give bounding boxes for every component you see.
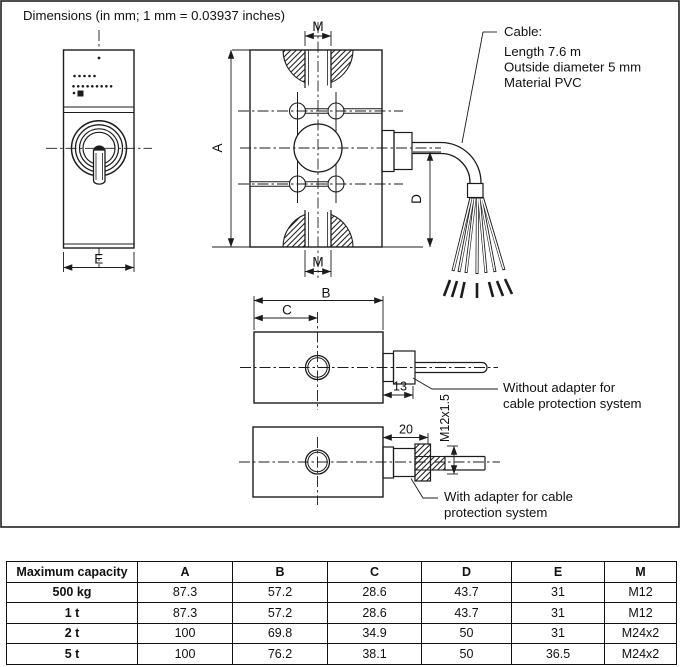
value-cell: 31 (512, 582, 605, 603)
value-cell: 31 (512, 603, 605, 624)
value-cell: 76.2 (233, 644, 328, 665)
drawing-title: Dimensions (in mm; 1 mm = 0.03937 inches) (23, 8, 286, 23)
without-adapter-label-1: Without adapter for (503, 380, 616, 395)
table-row (7, 644, 677, 665)
value-cell: 57.2 (233, 582, 328, 603)
dim-e-label: E (94, 251, 104, 267)
value-cell: 31 (512, 623, 605, 644)
adapter-section (415, 444, 445, 481)
header-m: M (605, 562, 677, 583)
header-maximum-capacity: Maximum capacity (7, 562, 138, 583)
cable-note-length: Length 7.6 m (504, 44, 581, 59)
dimensions-table (6, 561, 677, 665)
table-row (7, 582, 677, 603)
value-cell: 28.6 (328, 603, 422, 624)
without-adapter-leader (413, 378, 498, 389)
gland-collar (382, 131, 394, 172)
value-cell: 43.7 (422, 603, 512, 624)
capacity-cell: 2 t (7, 623, 138, 644)
header-e: E (512, 562, 605, 583)
wire-ends (444, 279, 512, 298)
dim-b-label: B (321, 285, 331, 301)
value-cell: 36.5 (512, 644, 605, 665)
value-cell: 100 (138, 644, 233, 665)
value-cell: M24x2 (605, 623, 677, 644)
dim-d-label: D (409, 194, 424, 204)
top-view-without-adapter (240, 286, 498, 411)
cable-note-diameter: Outside diameter 5 mm (504, 59, 642, 75)
value-cell: 28.6 (328, 582, 422, 603)
capacity-cell: 1 t (7, 603, 138, 624)
dim-m-top-label: M (312, 19, 324, 34)
with-adapter-label-2: protection system (444, 505, 548, 520)
dim-thread-label: M12x1.5 (438, 394, 452, 442)
without-adapter-label-2: cable protection system (503, 396, 642, 411)
value-cell: 50 (422, 644, 512, 665)
side-view (46, 30, 152, 272)
with-adapter-label-1: With adapter for cable (444, 489, 574, 504)
value-cell: 100 (138, 623, 233, 644)
cable-note-heading: Cable: (504, 24, 543, 39)
value-cell: 50 (422, 623, 512, 644)
cable-ferrule (468, 184, 484, 198)
header-c: C (328, 562, 422, 583)
value-cell: 87.3 (138, 582, 233, 603)
gland-nut (394, 133, 412, 170)
dim-b (254, 296, 383, 330)
header-b: B (233, 562, 328, 583)
value-cell: 34.9 (328, 623, 422, 644)
table-row (7, 603, 677, 624)
value-cell: 38.1 (328, 644, 422, 665)
value-cell: M24x2 (605, 644, 677, 665)
cable-note (504, 24, 641, 90)
dim-a-label: A (210, 143, 225, 153)
value-cell: 87.3 (138, 603, 233, 624)
cable-assembly (412, 32, 512, 298)
dim-20-label: 20 (399, 422, 413, 437)
value-cell: 43.7 (422, 582, 512, 603)
table-header-row (7, 562, 677, 583)
value-cell: 69.8 (233, 623, 328, 644)
header-a: A (138, 562, 233, 583)
value-cell: 57.2 (233, 603, 328, 624)
capacity-cell: 500 kg (7, 582, 138, 603)
front-view (210, 19, 441, 278)
table-row (7, 623, 677, 644)
dim-13-label: 13 (393, 379, 407, 394)
value-cell: M12 (605, 603, 677, 624)
value-cell: M12 (605, 582, 677, 603)
capacity-cell: 5 t (7, 644, 138, 665)
dim-c-label: C (282, 302, 292, 318)
cable-note-material: Material PVC (504, 75, 582, 90)
cable-note-leader (462, 32, 497, 143)
header-d: D (422, 562, 512, 583)
side-view-cable (94, 150, 106, 184)
dim-m-bottom-label: M (312, 254, 324, 270)
